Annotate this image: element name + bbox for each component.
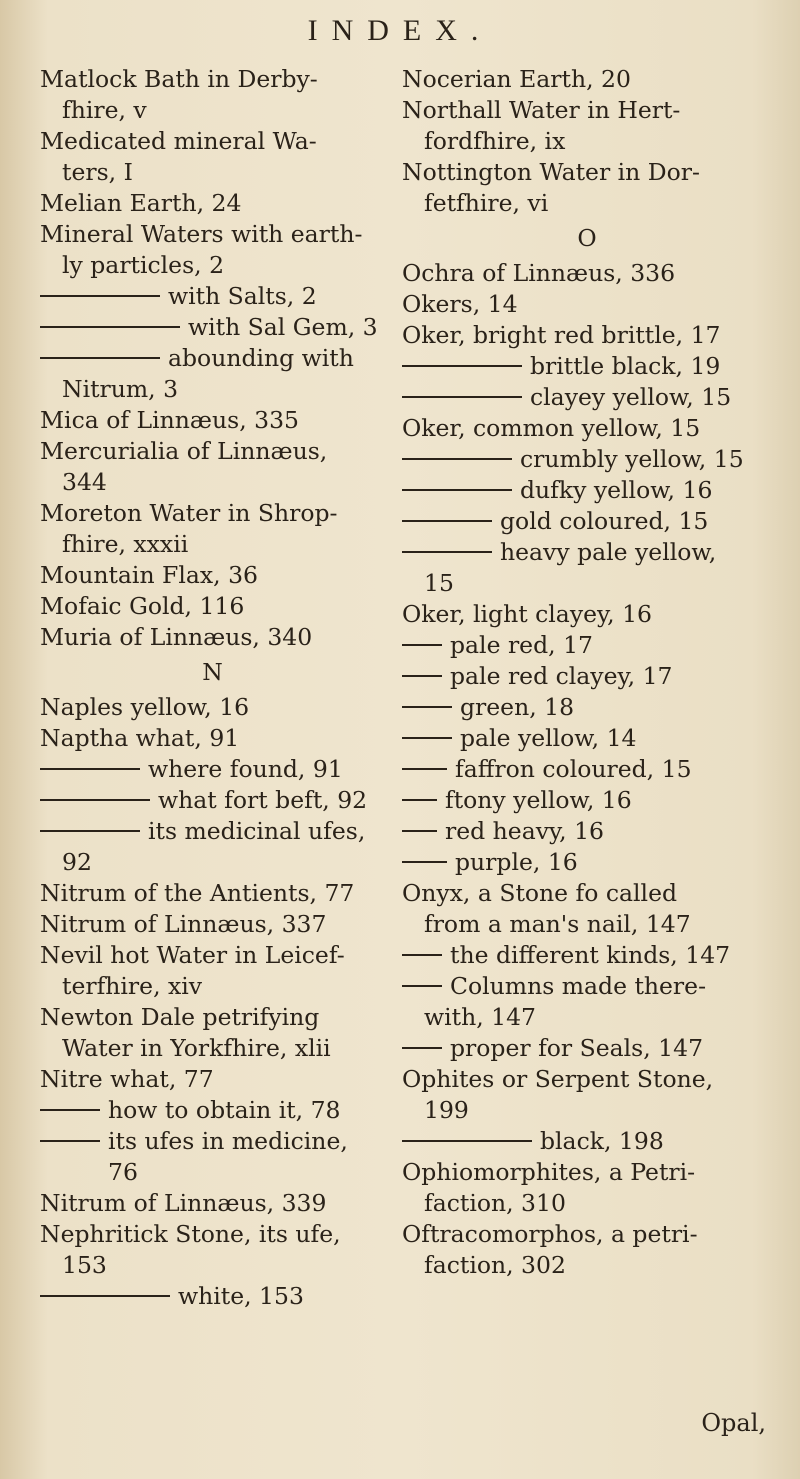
entry-line [40,281,385,312]
index-subentry [402,630,772,661]
ditto-dash [402,644,442,646]
index-subentry [40,312,385,343]
entry-text: clayey yellow, 15 [530,383,732,411]
ditto-dash [402,768,447,770]
ditto-dash [402,737,452,739]
catchword: Opal, [701,1409,766,1437]
index-entry [402,258,772,289]
ditto-dash [402,489,512,491]
entry-text: its ufes in medicine, 76 [108,1127,348,1186]
entry-line: Oker, common yellow, 15 [402,414,701,442]
entry-line: ly particles, 2 [62,251,225,279]
entry-line [402,537,772,568]
index-subentry [402,754,772,785]
entry-line [40,754,385,785]
ditto-dash [402,830,437,832]
entry-line: 15 [424,569,454,597]
entry-line: Newton Dale petrifying [40,1003,320,1031]
index-entry [402,320,772,351]
index-subentry [402,940,772,971]
entry-text: Columns made there- [450,972,707,1000]
entry-line: Okers, 14 [402,290,518,318]
index-entry [40,64,385,126]
entry-line: fhire, v [62,96,147,124]
entry-line: with, 147 [424,1003,537,1031]
index-subentry [402,382,772,413]
index-subentry [402,444,772,475]
index-subentry [40,281,385,312]
entry-line [402,506,772,537]
entry-line [402,847,772,878]
page-header: INDEX. [307,14,493,47]
entry-line [402,351,772,382]
entry-line: Ophiomorphites, a Petri- [402,1158,696,1186]
entry-text: with Sal Gem, 3 [188,313,378,341]
entry-line: Mica of Linnæus, 335 [40,406,300,434]
entry-text: its medicinal ufes, [148,817,366,845]
entry-line: 199 [424,1096,469,1124]
entry-line: fhire, xxxii [62,530,189,558]
index-entry [40,498,385,560]
entry-line: Medicated mineral Wa- [40,127,317,155]
index-entry [40,1002,385,1064]
entry-text: brittle black, 19 [530,352,721,380]
ditto-dash [40,295,160,297]
index-subentry [402,351,772,382]
index-subentry [40,1095,385,1126]
entry-line [402,1126,772,1157]
entry-line: Nephritick Stone, its ufe, [40,1220,341,1248]
ditto-dash [402,396,522,398]
index-subentry [402,847,772,878]
index-subentry [402,661,772,692]
entry-line: Nottington Water in Dor- [402,158,700,186]
index-entry [402,599,772,630]
entry-line [402,382,772,413]
index-entry [40,405,385,436]
entry-text: where found, 91 [148,755,343,783]
entry-line: Mountain Flax, 36 [40,561,258,589]
entry-text: how to obtain it, 78 [108,1096,341,1124]
index-entry [40,436,385,498]
ditto-dash [402,706,452,708]
entry-line: Nitrum of the Antients, 77 [40,879,355,907]
ditto-dash [402,551,492,553]
index-entry [402,64,772,95]
ditto-dash [402,458,512,460]
index-subentry [40,343,385,405]
ditto-dash [40,1109,100,1111]
entry-line [40,343,385,374]
section-letter: O [577,224,597,252]
index-subentry [402,971,772,1033]
entry-line: Moreton Water in Shrop- [40,499,338,527]
entry-line [402,816,772,847]
entry-line [402,661,772,692]
index-subentry [40,754,385,785]
entry-line [402,1033,772,1064]
entry-line: Mineral Waters with earth- [40,220,363,248]
entry-text: red heavy, 16 [445,817,604,845]
entry-line [402,692,772,723]
entry-line [402,754,772,785]
entry-line: Matlock Bath in Derby- [40,65,318,93]
index-entry [40,622,385,653]
entry-line [402,444,772,475]
entry-text: gold coloured, 15 [500,507,709,535]
ditto-dash [402,1047,442,1049]
index-subentry [402,816,772,847]
index-entry [402,878,772,940]
entry-line: Naples yellow, 16 [40,693,250,721]
entry-line: Mofaic Gold, 116 [40,592,245,620]
ditto-dash [402,1140,532,1142]
ditto-dash [40,1140,100,1142]
entry-line: Ophites or Serpent Stone, [402,1065,714,1093]
entry-line: Oker, light clayey, 16 [402,600,652,628]
entry-line: faction, 302 [424,1251,566,1279]
entry-line: Naptha what, 91 [40,724,240,752]
entry-text: heavy pale yellow, [500,538,717,566]
index-subentry [402,723,772,754]
index-subentry [402,785,772,816]
ditto-dash [402,799,437,801]
entry-text: abounding with [168,344,354,372]
entry-line: 153 [62,1251,107,1279]
index-subentry [40,816,385,878]
entry-line: Melian Earth, 24 [40,189,242,217]
entry-text: black, 198 [540,1127,664,1155]
entry-line: fordfhire, ix [424,127,566,155]
entry-text: white, 153 [178,1282,304,1310]
entry-text: pale red, 17 [450,631,593,659]
index-entry [402,289,772,320]
entry-line [402,940,772,971]
entry-text: pale yellow, 14 [460,724,637,752]
entry-text: ftony yellow, 16 [445,786,632,814]
right-column [402,64,772,1281]
entry-line: terfhire, xiv [62,972,203,1000]
ditto-dash [402,954,442,956]
ditto-dash [40,768,140,770]
index-entry [40,692,385,723]
index-entry [40,940,385,1002]
entry-text: proper for Seals, 147 [450,1034,704,1062]
entry-text: the different kinds, 147 [450,941,731,969]
entry-line: Oker, bright red brittle, 17 [402,321,721,349]
left-column [40,64,385,1312]
index-entry [402,413,772,444]
entry-line: Northall Water in Hert- [402,96,681,124]
entry-line: 344 [62,468,107,496]
entry-line: Nitrum of Linnæus, 339 [40,1189,327,1217]
ditto-dash [40,357,160,359]
entry-line: faction, 310 [424,1189,566,1217]
index-entry [402,157,772,219]
index-entry [40,219,385,281]
entry-text: green, 18 [460,693,575,721]
entry-line: 92 [62,848,92,876]
ditto-dash [402,861,447,863]
entry-text: purple, 16 [455,848,578,876]
ditto-dash [40,830,140,832]
entry-line: Mercurialia of Linnæus, [40,437,328,465]
index-entry [402,1064,772,1126]
index-entry [40,1064,385,1095]
index-subentry [40,1281,385,1312]
entry-line [40,785,385,816]
index-subentry [40,1126,385,1188]
entry-line: Onyx, a Stone fo called [402,879,678,907]
entry-text: dufky yellow, 16 [520,476,713,504]
ditto-dash [40,799,150,801]
entry-line [40,1126,385,1188]
index-entry [40,188,385,219]
entry-line [402,785,772,816]
entry-line: Nitrum, 3 [62,375,179,403]
index-entry [40,909,385,940]
entry-line [402,630,772,661]
entry-text: pale red clayey, 17 [450,662,673,690]
entry-text: crumbly yellow, 15 [520,445,744,473]
index-entry [40,126,385,188]
index-entry [40,1188,385,1219]
entry-line [40,1281,385,1312]
section-letter: N [202,658,223,686]
entry-line: Nitre what, 77 [40,1065,214,1093]
index-subentry [402,1033,772,1064]
ditto-dash [40,1295,170,1297]
ditto-dash [402,520,492,522]
index-subentry [402,1126,772,1157]
index-subentry [402,537,772,599]
index-entry [402,1219,772,1281]
entry-line: from a man's nail, 147 [424,910,691,938]
entry-line [40,312,385,343]
entry-line [40,1095,385,1126]
entry-text: with Salts, 2 [168,282,317,310]
index-subentry [402,506,772,537]
index-subentry [402,475,772,506]
entry-line [402,475,772,506]
entry-line: Nevil hot Water in Leicef- [40,941,345,969]
index-entry [40,591,385,622]
entry-line: Oftracomorphos, a petri- [402,1220,698,1248]
index-subentry [402,692,772,723]
index-entry [40,560,385,591]
index-entry [40,723,385,754]
entry-line [402,723,772,754]
entry-line [402,971,772,1002]
index-entry [402,1157,772,1219]
ditto-dash [402,365,522,367]
ditto-dash [402,985,442,987]
index-entry [40,878,385,909]
entry-line: Nocerian Earth, 20 [402,65,631,93]
index-subentry [40,785,385,816]
index-entry [40,1219,385,1281]
entry-line: fetfhire, vi [424,189,549,217]
entry-line: Nitrum of Linnæus, 337 [40,910,327,938]
entry-line: Water in Yorkfhire, xlii [62,1034,331,1062]
ditto-dash [40,326,180,328]
index-entry [402,95,772,157]
entry-text: faffron coloured, 15 [455,755,692,783]
entry-line: Muria of Linnæus, 340 [40,623,313,651]
entry-line [40,816,385,847]
entry-line: Ochra of Linnæus, 336 [402,259,676,287]
ditto-dash [402,675,442,677]
entry-line: ters, I [62,158,133,186]
entry-text: what fort beft, 92 [158,786,368,814]
